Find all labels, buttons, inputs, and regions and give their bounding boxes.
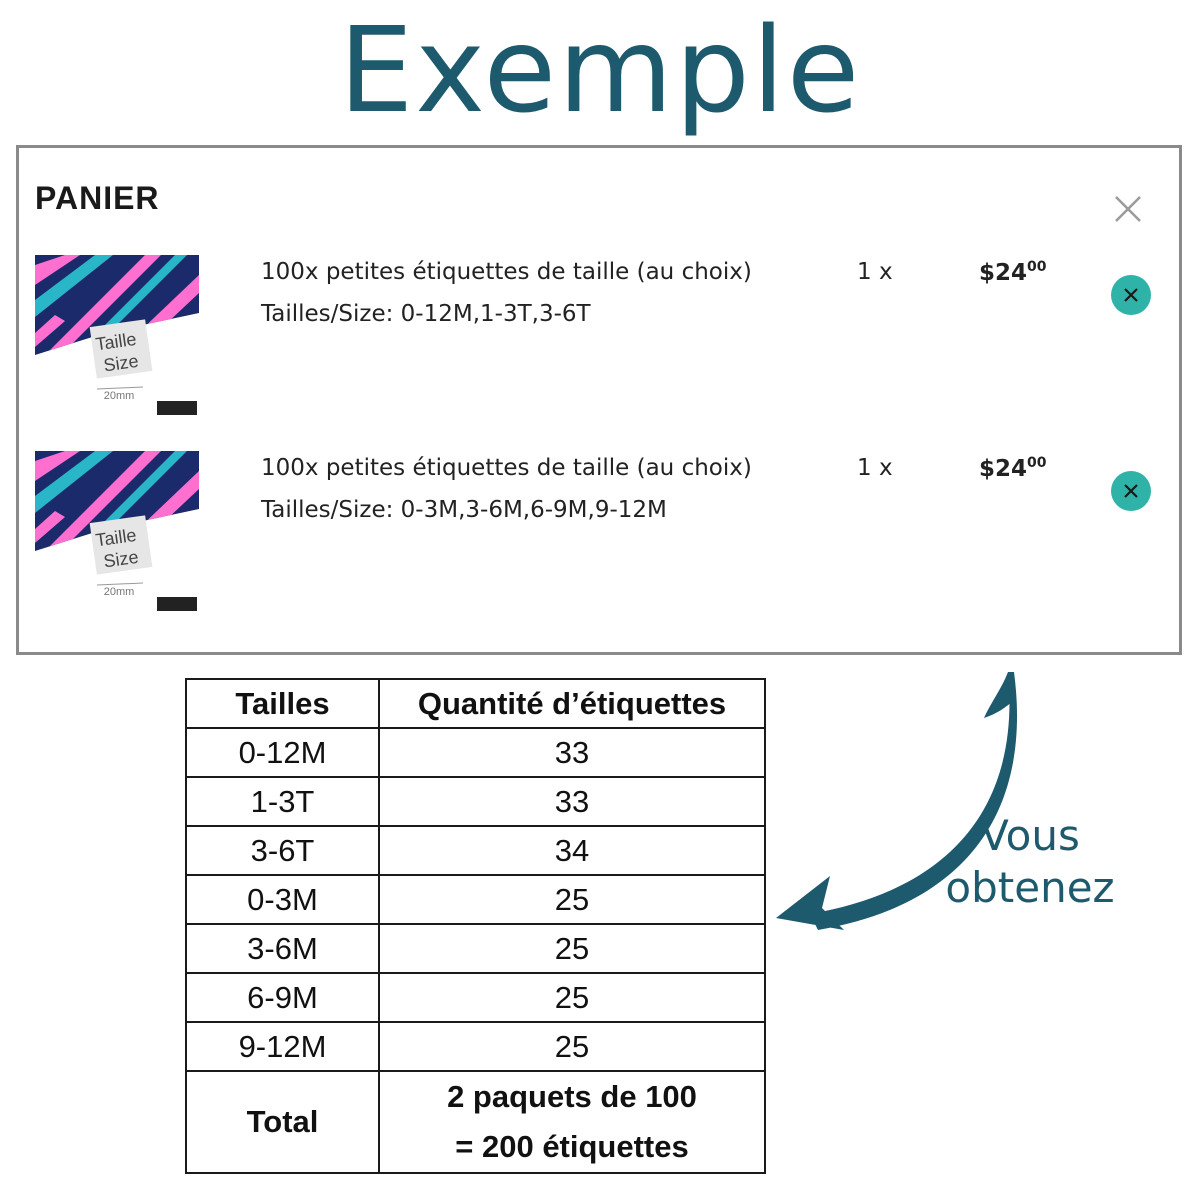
price-main: $24: [979, 456, 1028, 482]
item-price: [979, 259, 1047, 286]
table-row: [186, 826, 765, 875]
column-header-sizes: Tailles: [186, 679, 379, 728]
item-name: 100x petites étiquettes de taille (au choix): [261, 455, 752, 481]
remove-item-icon: [1122, 482, 1140, 500]
table-row: [186, 973, 765, 1022]
quantity-cell: 33: [379, 777, 765, 826]
sizes-table: [185, 678, 766, 1174]
size-cell: 6-9M: [186, 973, 379, 1022]
quantity-cell: 33: [379, 728, 765, 777]
table-row: [186, 728, 765, 777]
thumb-label-2: Size: [102, 546, 140, 572]
item-quantity: 1 x: [857, 455, 893, 481]
thumb-label-1: Taille: [94, 524, 138, 551]
remove-item-button[interactable]: [1111, 275, 1151, 315]
callout-line-1: Vous: [980, 811, 1080, 860]
price-cents: 00: [1027, 455, 1047, 471]
item-variant: Tailles/Size: 0-12M,1-3T,3-6T: [261, 301, 591, 327]
table-row: [186, 777, 765, 826]
table-row: [186, 1022, 765, 1071]
quantity-cell: 25: [379, 924, 765, 973]
page-headline: Exemple: [338, 1, 862, 139]
size-cell: 3-6M: [186, 924, 379, 973]
table-header-row: [186, 679, 765, 728]
thumb-label-2: Size: [102, 350, 140, 376]
item-name: 100x petites étiquettes de taille (au choix): [261, 259, 752, 285]
cart-item: [19, 451, 1179, 621]
thumb-dimension: 20mm: [103, 586, 135, 598]
product-thumbnail[interactable]: [35, 451, 199, 619]
price-main: $24: [979, 260, 1028, 286]
size-cell: 9-12M: [186, 1022, 379, 1071]
quantity-cell: 25: [379, 1022, 765, 1071]
total-line-1: 2 paquets de 100: [447, 1079, 697, 1114]
size-cell: 3-6T: [186, 826, 379, 875]
thumb-dimension: 20mm: [103, 390, 135, 402]
quantity-cell: 25: [379, 875, 765, 924]
item-price: [979, 455, 1047, 482]
callout-text: [930, 810, 1130, 914]
close-icon[interactable]: [1111, 192, 1145, 226]
size-cell: 0-12M: [186, 728, 379, 777]
table-total-row: [186, 1071, 765, 1173]
total-label: Total: [186, 1071, 379, 1173]
quantity-cell: 34: [379, 826, 765, 875]
callout-line-2: obtenez: [945, 863, 1115, 912]
item-variant: Tailles/Size: 0-3M,3-6M,6-9M,9-12M: [261, 497, 667, 523]
quantity-cell: 25: [379, 973, 765, 1022]
size-cell: 0-3M: [186, 875, 379, 924]
cart-title: PANIER: [35, 180, 160, 216]
size-cell: 1-3T: [186, 777, 379, 826]
column-header-quantity: Quantité d’étiquettes: [379, 679, 765, 728]
item-quantity: 1 x: [857, 259, 893, 285]
total-line-2: = 200 étiquettes: [455, 1129, 689, 1164]
cart-item: [19, 255, 1179, 425]
product-thumbnail[interactable]: [35, 255, 199, 423]
remove-item-button[interactable]: [1111, 471, 1151, 511]
table-row: [186, 924, 765, 973]
total-value: [379, 1071, 765, 1173]
table-row: [186, 875, 765, 924]
cart-panel: [16, 145, 1182, 655]
remove-item-icon: [1122, 286, 1140, 304]
thumb-label-1: Taille: [94, 328, 138, 355]
price-cents: 00: [1027, 259, 1047, 275]
